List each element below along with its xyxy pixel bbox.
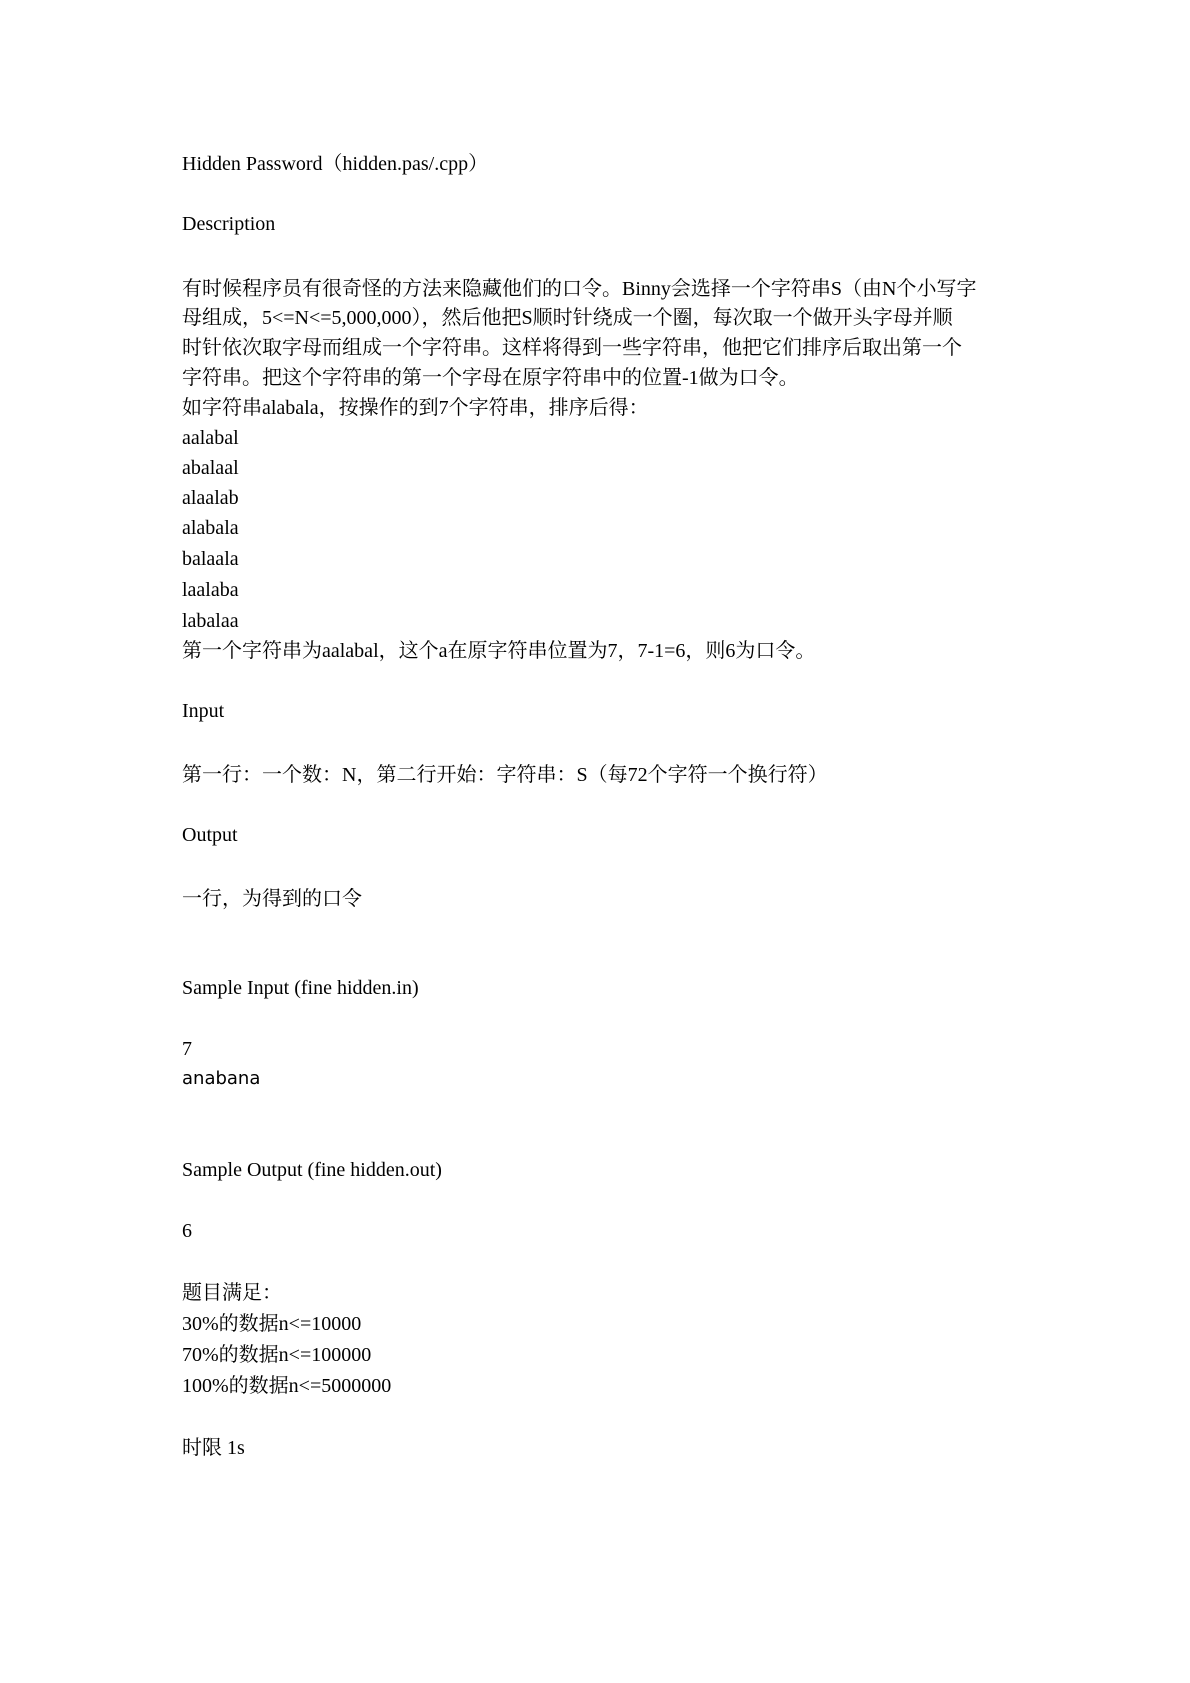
sorted-string: laalaba — [182, 579, 239, 601]
time-limit: 时限 1s — [182, 1437, 245, 1459]
output-text: 一行，为得到的口令 — [182, 888, 362, 910]
constraints-heading: 题目满足： — [182, 1282, 282, 1304]
sorted-string: aalabal — [182, 427, 239, 449]
output-heading: Output — [182, 824, 238, 846]
sample-output-heading: Sample Output (fine hidden.out) — [182, 1159, 442, 1181]
sample-input-s: anabana — [182, 1068, 261, 1089]
sorted-string: labalaa — [182, 610, 239, 632]
description-line: 时针依次取字母而组成一个字符串。这样将得到一些字符串，他把它们排序后取出第一个 — [182, 337, 962, 359]
description-line: 有时候程序员有很奇怪的方法来隐藏他们的口令。Binny会选择一个字符串S（由N个小写字 — [182, 278, 977, 300]
sample-input-heading: Sample Input (fine hidden.in) — [182, 977, 419, 999]
description-line: 字符串。把这个字符串的第一个字母在原字符串中的位置-1做为口令。 — [182, 367, 799, 389]
description-line: 如字符串alabala，按操作的到7个字符串，排序后得： — [182, 397, 649, 419]
description-line: 母组成，5<=N<=5,000,000），然后他把S顺时针绕成一个圈，每次取一个做开头字母并顺 — [182, 307, 953, 329]
constraint-item: 70%的数据n<=100000 — [182, 1344, 372, 1366]
input-text: 第一行：一个数：N，第二行开始：字符串：S（每72个字符一个换行符） — [182, 764, 828, 786]
problem-title: Hidden Password（hidden.pas/.cpp） — [182, 153, 489, 175]
description-heading: Description — [182, 213, 276, 235]
sample-output-value: 6 — [182, 1220, 192, 1242]
constraint-item: 30%的数据n<=10000 — [182, 1313, 362, 1335]
sample-input-n: 7 — [182, 1038, 192, 1060]
sorted-string: alabala — [182, 517, 239, 539]
sorted-string: alaalab — [182, 487, 239, 509]
description-conclusion: 第一个字符串为aalabal，这个a在原字符串位置为7，7-1=6，则6为口令。 — [182, 640, 816, 662]
sorted-string: balaala — [182, 548, 239, 570]
sorted-string: abalaal — [182, 457, 239, 479]
constraint-item: 100%的数据n<=5000000 — [182, 1375, 392, 1397]
input-heading: Input — [182, 700, 225, 722]
